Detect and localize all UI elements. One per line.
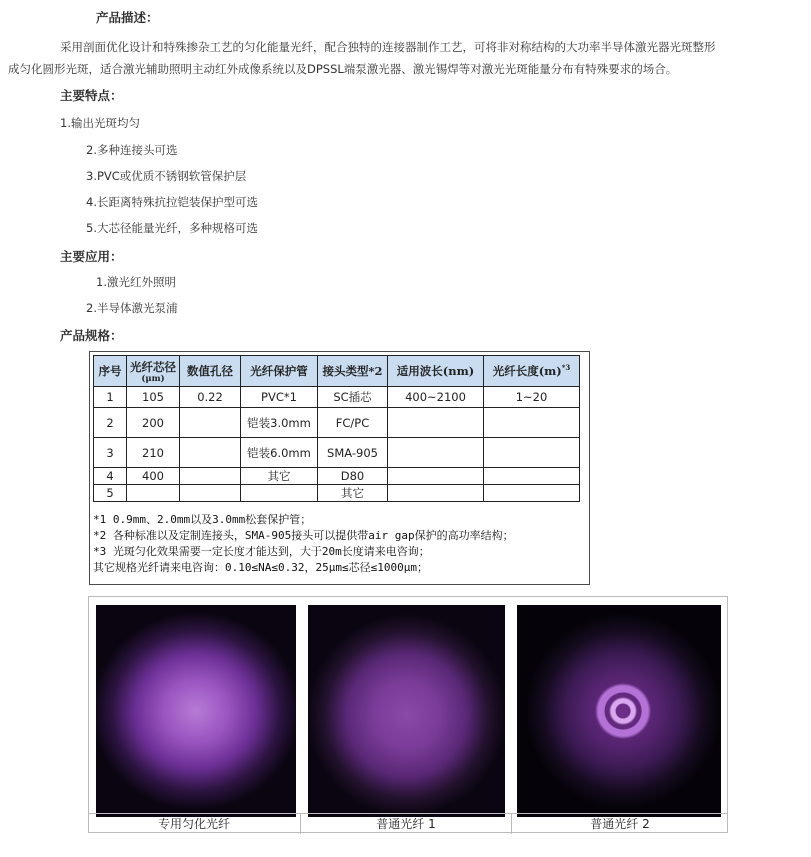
application-item: 1.激光红外照明 <box>96 275 176 289</box>
caption: 普通光纤 2 <box>590 817 650 831</box>
cell: 4 <box>94 468 127 485</box>
col-length-label: 光纤长度(m) <box>492 364 562 378</box>
cell: 0.22 <box>180 387 241 408</box>
feature-item: 3.PVC或优质不锈钢软管保护层 <box>86 169 247 183</box>
cell: 400 <box>127 468 180 485</box>
table-row <box>94 485 580 502</box>
beam-image-ordinary-1 <box>308 605 505 817</box>
feature-item: 4.长距离特殊抗拉铠装保护型可选 <box>86 195 258 209</box>
cell: 2 <box>94 408 127 438</box>
cell: FC/PC <box>318 408 388 438</box>
spec-table-frame <box>89 351 590 585</box>
col-jacket: 光纤保护管 <box>241 356 318 387</box>
description-line-1: 采用剖面优化设计和特殊掺杂工艺的匀化能量光纤，配合独特的连接器制作工艺，可将非对称结构的大功率半导体激光器光斑整形 <box>60 40 716 54</box>
col-connector: 接头类型*2 <box>318 356 388 387</box>
application-item: 2.半导体激光泵浦 <box>86 301 178 315</box>
cell <box>388 438 484 468</box>
description-line-2: 成匀化圆形光斑，适合激光辅助照明主动红外成像系统以及DPSSL端泵激光器、激光锡焊等对激光光斑能量分布有特殊要求的场合。 <box>8 62 678 76</box>
description-heading: 产品描述： <box>96 10 159 25</box>
cell: 其它 <box>241 468 318 485</box>
cell: 其它 <box>318 485 388 502</box>
beam-image-panel <box>88 596 728 833</box>
cell: 铠装6.0mm <box>241 438 318 468</box>
features-heading: 主要特点： <box>60 88 123 103</box>
col-length-note: *3 <box>561 363 571 373</box>
cell: 铠装3.0mm <box>241 408 318 438</box>
cell: 105 <box>127 387 180 408</box>
beam-image-homogenized <box>96 605 296 817</box>
applications-heading: 主要应用： <box>60 249 123 264</box>
col-core-diameter <box>127 356 180 387</box>
cell <box>484 408 580 438</box>
cell: 3 <box>94 438 127 468</box>
table-row <box>94 438 580 468</box>
cell <box>484 468 580 485</box>
cell: 1~20 <box>484 387 580 408</box>
cell: 210 <box>127 438 180 468</box>
cell <box>127 485 180 502</box>
feature-item: 2.多种连接头可选 <box>86 143 178 157</box>
table-row <box>94 387 580 408</box>
specs-heading: 产品规格： <box>60 328 123 343</box>
cell: D80 <box>318 468 388 485</box>
feature-item: 5.大芯径能量光纤，多种规格可选 <box>86 221 258 235</box>
cell: PVC*1 <box>241 387 318 408</box>
spec-note: *3 光斑匀化效果需要一定长度才能达到，大于20m长度请来电咨询； <box>93 545 430 558</box>
cell <box>388 468 484 485</box>
caption: 普通光纤 1 <box>301 814 512 834</box>
spec-header-row <box>94 356 580 387</box>
cell <box>180 485 241 502</box>
spec-table <box>93 355 580 502</box>
caption: 专用匀化光纤 <box>88 814 301 834</box>
cell: SMA-905 <box>318 438 388 468</box>
cell <box>180 438 241 468</box>
cell <box>388 408 484 438</box>
cell <box>180 468 241 485</box>
spec-note: 其它规格光纤请来电咨询：0.10≤NA≤0.32，25μm≤芯径≤1000μm； <box>93 561 428 574</box>
cell <box>388 485 484 502</box>
col-wavelength: 适用波长(nm) <box>388 356 484 387</box>
beam-captions <box>88 813 728 834</box>
col-core-diameter-label: 光纤芯径 <box>130 359 176 374</box>
spec-notes <box>93 512 514 576</box>
spec-note: *1 0.9mm、2.0mm以及3.0mm松套保护管； <box>93 513 312 526</box>
table-row <box>94 468 580 485</box>
cell <box>180 408 241 438</box>
col-index: 序号 <box>94 356 127 387</box>
feature-item: 1.输出光斑均匀 <box>60 116 140 130</box>
col-core-diameter-unit: (μm) <box>141 373 165 384</box>
cell: SC插芯 <box>318 387 388 408</box>
cell: 400~2100 <box>388 387 484 408</box>
cell: 5 <box>94 485 127 502</box>
col-na: 数值孔径 <box>180 356 241 387</box>
cell <box>241 485 318 502</box>
cell <box>484 485 580 502</box>
table-row <box>94 408 580 438</box>
beam-image-ordinary-2 <box>517 605 721 817</box>
cell: 1 <box>94 387 127 408</box>
spec-note: *2 各种标准以及定制连接头，SMA-905接头可以提供带air gap保护的高功率结构； <box>93 529 514 542</box>
col-length <box>484 356 580 387</box>
cell: 200 <box>127 408 180 438</box>
cell <box>484 438 580 468</box>
